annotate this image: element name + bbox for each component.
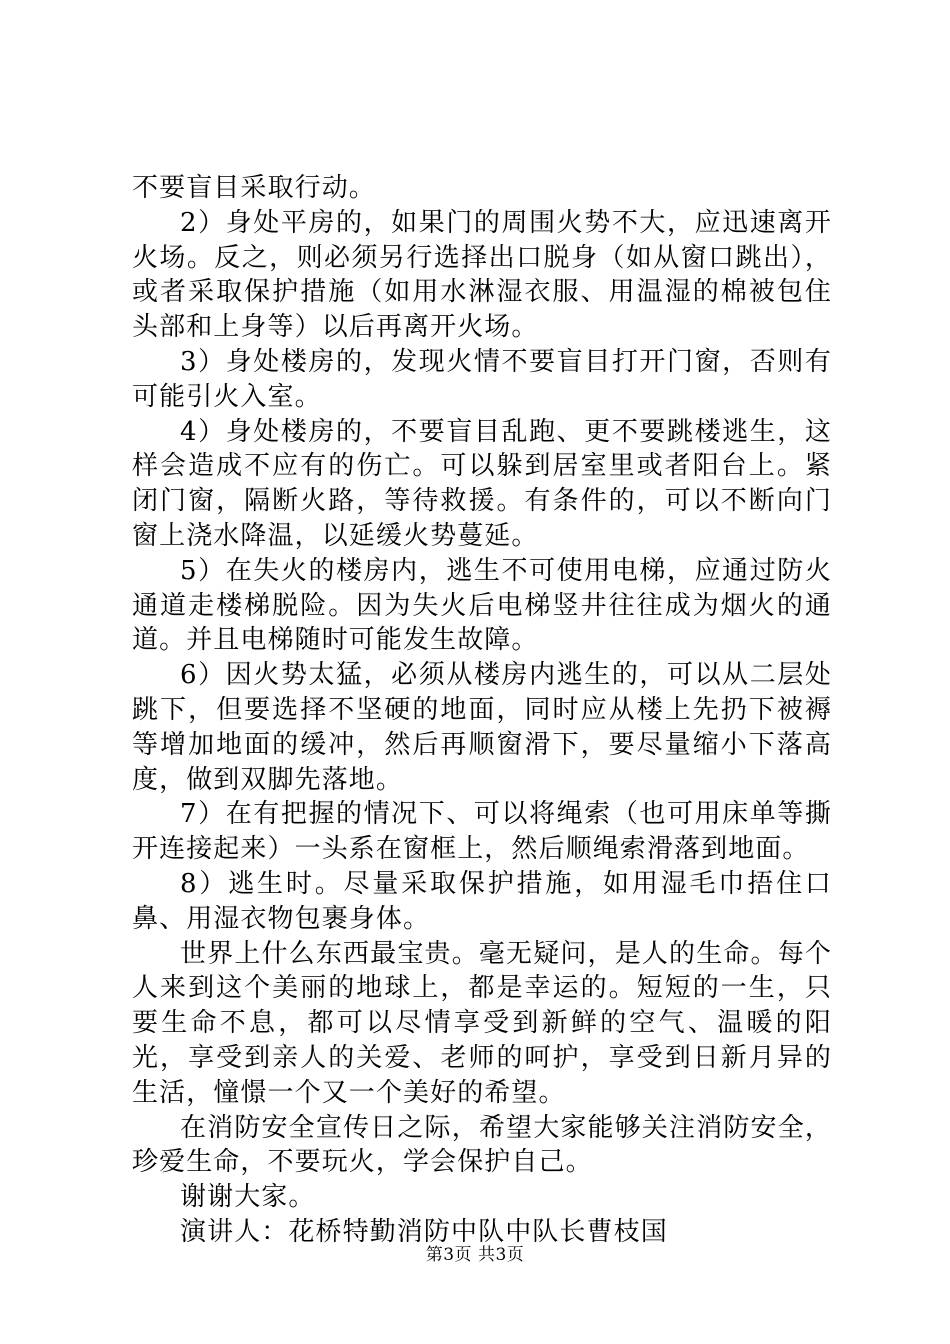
paragraph-appeal: 在消防安全宣传日之际，希望大家能够关注消防安全，珍爱生命，不要玩火，学会保护自己。 xyxy=(132,1112,832,1178)
paragraph-item-4: 4）身处楼房的，不要盲目乱跑、更不要跳楼逃生，这样会造成不应有的伤亡。可以躲到居室里或者阳台上。紧闭门窗，隔断火路，等待救援。有条件的，可以不断向门窗上浇水降温，以延缓火势蔓延。 xyxy=(132,416,832,551)
paragraph-continuation: 不要盲目采取行动。 xyxy=(132,173,376,203)
paragraph-item-8: 8）逃生时。尽量采取保护措施，如用湿毛巾捂住口鼻、用湿衣物包裹身体。 xyxy=(132,868,832,934)
paragraph-item-3: 3）身处楼房的，发现火情不要盲目打开门窗，否则有可能引火入室。 xyxy=(132,346,832,412)
paragraph-item-2: 2）身处平房的，如果门的周围火势不大，应迅速离开火场。反之，则必须另行选择出口脱身（如从窗口跳出），或者采取保护措施（如用水淋湿衣服、用温湿的棉被包住头部和上身等）以后再离开火场。 xyxy=(132,207,832,343)
paragraph-speaker: 演讲人：花桥特勤消防中队中队长曹枝国 xyxy=(180,1216,668,1247)
document-body xyxy=(132,171,832,1250)
paragraph-thanks: 谢谢大家。 xyxy=(180,1182,316,1213)
paragraph-item-5: 5）在失火的楼房内，逃生不可使用电梯，应通过防火通道走楼梯脱险。因为失火后电梯竖井往往成为烟火的通道。并且电梯随时可能发生故障。 xyxy=(132,555,832,656)
paragraph-item-6: 6）因火势太猛，必须从楼房内逃生的，可以从二层处跳下，但要选择不坚硬的地面，同时应从楼上先扔下被褥等增加地面的缓冲，然后再顺窗滑下，要尽量缩小下落高度，做到双脚先落地。 xyxy=(132,660,832,795)
paragraph-item-7: 7）在有把握的情况下、可以将绳索（也可用床单等撕开连接起来）一头系在窗框上，然后顺绳索滑落到地面。 xyxy=(132,799,832,865)
page-number: 第3页 共3页 xyxy=(425,1245,525,1265)
paragraph-life: 世界上什么东西最宝贵。毫无疑问，是人的生命。每个人来到这个美丽的地球上，都是幸运的。短短的一生，只要生命不息，都可以尽情享受到新鲜的空气、温暖的阳光，享受到亲人的关爱、老师的呵护，享受到日新月异的生活，憧憬一个又一个美好的希望。 xyxy=(132,938,832,1108)
